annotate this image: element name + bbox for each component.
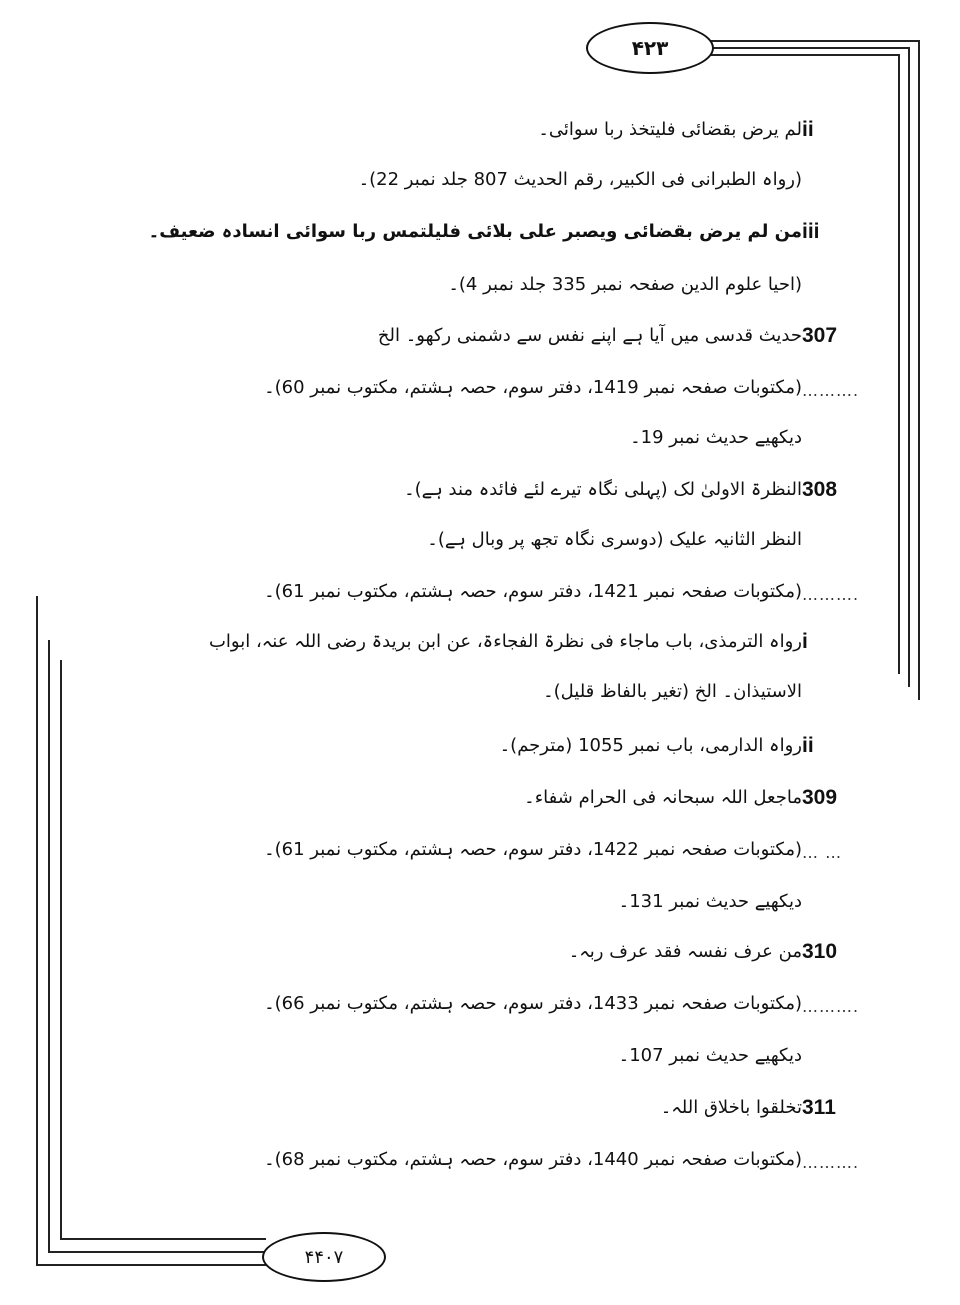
entry-text: رواہ الترمذی، باب ماجاء فی نظرۃ الفجاءۃ، عن ابن بریدۃ رضی اللہ عنہ، ابواب bbox=[208, 631, 802, 652]
entry-number: 308 bbox=[802, 478, 838, 501]
entry-number: 309 bbox=[802, 786, 838, 809]
frame-bottom-line bbox=[36, 1264, 266, 1266]
reference-dots: ………. bbox=[802, 1153, 860, 1172]
entry-text: الاستیذان۔ الخ (تغیر بالفاظ قلیل)۔ bbox=[543, 681, 802, 702]
frame-top-line-inner bbox=[710, 47, 910, 49]
entry-number: ii bbox=[802, 118, 814, 141]
frame-top-line-inner2 bbox=[710, 54, 900, 56]
entry-text: (مکتوبات صفحہ نمبر 1433، دفتر سوم، حصہ ہشتم، مکتوب نمبر 66)۔ bbox=[264, 993, 802, 1014]
entry-text: ماجعل اللہ سبحانہ فی الحرام شفاء۔ bbox=[524, 787, 802, 808]
entry-line bbox=[60, 1088, 836, 1128]
entry-text: (مکتوبات صفحہ نمبر 1419، دفتر سوم، حصہ ہشتم، مکتوب نمبر 60)۔ bbox=[264, 377, 802, 398]
entry-line bbox=[60, 110, 814, 150]
frame-left-line-inner bbox=[48, 640, 50, 1252]
entry-line bbox=[60, 622, 808, 662]
entry-text: (رواہ الطبرانی فی الکبیر، رقم الحدیث 807 جلد نمبر 22)۔ bbox=[358, 169, 802, 190]
frame-bottom-line-inner bbox=[48, 1251, 266, 1253]
entry-number: 311 bbox=[802, 1096, 836, 1119]
frame-right-line bbox=[918, 40, 920, 700]
entry-text: من عرف نفسہ فقد عرف ربہ۔ bbox=[568, 941, 802, 962]
entry-text: تخلقوا باخلاق اللہ۔ bbox=[660, 1097, 802, 1118]
entry-text: النظر الثانیہ علیک (دوسری نگاہ تجھ پر وبال ہے)۔ bbox=[427, 529, 802, 550]
reference-dots: … … bbox=[802, 843, 843, 862]
entry-line bbox=[60, 470, 838, 510]
entry-text: رواہ الدارمی، باب نمبر 1055 (مترجم)۔ bbox=[499, 735, 802, 756]
bottom-page-number-text: ۴۴۰۷ bbox=[304, 1246, 344, 1268]
entry-line bbox=[60, 932, 838, 972]
entry-line bbox=[60, 160, 802, 200]
entry-text: (مکتوبات صفحہ نمبر 1422، دفتر سوم، حصہ ہشتم، مکتوب نمبر 61)۔ bbox=[264, 839, 802, 860]
frame-bottom-line-inner2 bbox=[60, 1238, 266, 1240]
entry-line bbox=[60, 316, 838, 356]
entry-text: النظرۃ الاولیٰ لک (پہلی نگاہ تیرے لئے فائدہ مند ہے)۔ bbox=[404, 479, 802, 500]
entry-number: ii bbox=[802, 734, 814, 757]
entry-text: حدیث قدسی میں آیا ہے اپنے نفس سے دشمنی رکھو۔ الخ bbox=[377, 325, 802, 346]
reference-dots: ………. bbox=[802, 585, 860, 604]
bottom-page-number bbox=[262, 1232, 386, 1282]
entry-line bbox=[60, 726, 814, 766]
entry-line bbox=[60, 1140, 860, 1180]
entry-text: دیکھیے حدیث نمبر 131۔ bbox=[618, 891, 802, 912]
entry-text: (مکتوبات صفحہ نمبر 1421، دفتر سوم، حصہ ہشتم، مکتوب نمبر 61)۔ bbox=[264, 581, 802, 602]
entry-number: 310 bbox=[802, 940, 838, 963]
entry-text: (احیا علوم الدین صفحہ نمبر 335 جلد نمبر 4)۔ bbox=[448, 274, 802, 295]
entry-line bbox=[60, 882, 802, 922]
entry-line bbox=[60, 520, 802, 560]
top-page-number bbox=[586, 22, 714, 74]
entry-line bbox=[60, 572, 860, 612]
entry-line bbox=[60, 672, 802, 712]
reference-dots: ………. bbox=[802, 381, 860, 400]
entry-text: (مکتوبات صفحہ نمبر 1440، دفتر سوم، حصہ ہشتم، مکتوب نمبر 68)۔ bbox=[264, 1149, 802, 1170]
frame-left-line bbox=[36, 596, 38, 1266]
entry-text: من لم یرض بقضائی ویصبر علی بلائی فلیلتمس ربا سوائی انسادہ ضعیف۔ bbox=[148, 221, 802, 242]
entry-line bbox=[60, 418, 802, 458]
entry-text: دیکھیے حدیث نمبر 19۔ bbox=[630, 427, 802, 448]
reference-dots: ………. bbox=[802, 997, 860, 1016]
entry-line bbox=[60, 212, 820, 252]
entry-number: 307 bbox=[802, 324, 838, 347]
entry-line bbox=[60, 984, 860, 1024]
entry-line bbox=[60, 368, 860, 408]
entry-line bbox=[60, 830, 843, 870]
entry-text: لم یرض بقضائی فلیتخذ ربا سوائی۔ bbox=[538, 119, 802, 140]
entry-line bbox=[60, 265, 802, 305]
top-page-number-text: ۴۲۳ bbox=[631, 36, 669, 60]
entry-number: i bbox=[802, 630, 808, 653]
entry-line bbox=[60, 1036, 802, 1076]
entry-text: دیکھیے حدیث نمبر 107۔ bbox=[618, 1045, 802, 1066]
frame-top-line bbox=[710, 40, 920, 42]
entry-number: iii bbox=[802, 220, 820, 243]
entry-line bbox=[60, 778, 838, 818]
